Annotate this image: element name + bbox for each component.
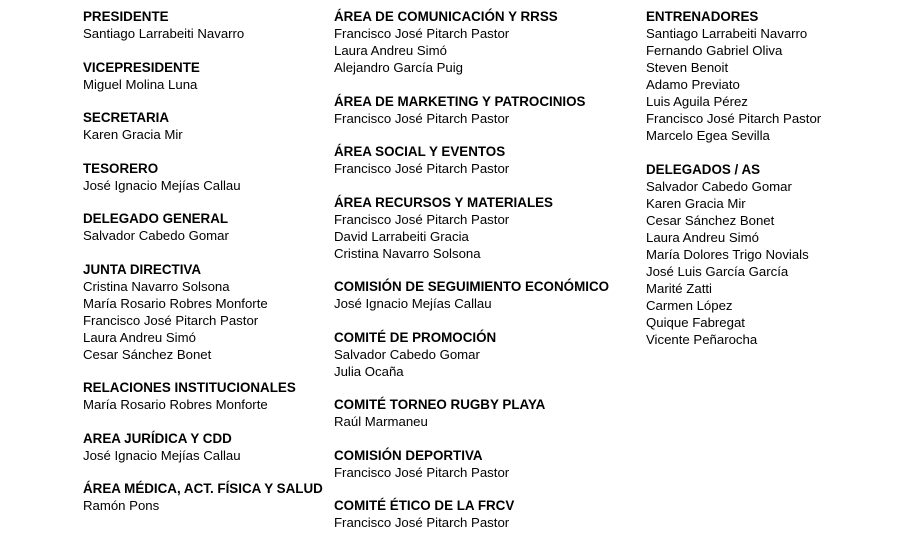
member-name: Santiago Larrabeiti Navarro [646,26,808,41]
role-section [83,480,328,514]
member-name: Steven Benoit [646,60,729,75]
section-title: COMITÉ ÉTICO DE LA FRCV [334,498,515,513]
member-name: José Ignacio Mejías Callau [83,447,241,463]
section-title: DELEGADOS / AS [646,161,761,177]
section-title: VICEPRESIDENTE [83,59,200,75]
member-name: Raúl Marmaneu [334,414,428,429]
column-right [646,8,906,364]
member-name: Francisco José Pitarch Pastor [334,110,510,126]
role-section [83,261,328,363]
member-name: Salvador Cabedo Gomar [646,178,792,194]
role-section [83,160,328,194]
section-title: ÁREA DE MARKETING Y PATROCINIOS [334,93,586,109]
member-name: Cristina Navarro Solsona [334,245,481,261]
member-name: Luis Aguila Pérez [646,94,748,109]
role-section [83,109,328,143]
role-section [83,210,328,244]
member-name: María Dolores Trigo Novials [646,246,809,262]
section-title: ÁREA DE COMUNICACIÓN Y RRSS [334,9,558,24]
member-name: Vicente Peñarocha [646,331,758,347]
member-name: Francisco José Pitarch Pastor [83,312,259,328]
member-name: Julia Ocaña [334,363,404,379]
role-section [334,143,634,177]
member-name: David Larrabeiti Gracia [334,228,469,244]
member-name: Santiago Larrabeiti Navarro [83,26,245,41]
member-name: Marcelo Egea Sevilla [646,128,770,143]
section-title: ÁREA RECURSOS Y MATERIALES [334,194,553,210]
section-title: COMITÉ TORNEO RUGBY PLAYA [334,397,546,412]
role-section [646,161,906,348]
member-name: Cesar Sánchez Bonet [646,212,775,228]
role-section [334,447,634,481]
role-section [646,8,906,144]
member-name: María Rosario Robres Monforte [83,295,268,311]
role-section [334,396,634,430]
member-name: Ramón Pons [83,498,160,513]
member-name: Salvador Cabedo Gomar [83,228,229,243]
role-section [83,379,328,413]
member-name: María Rosario Robres Monforte [83,397,268,412]
member-name: Laura Andreu Simó [646,229,759,245]
member-name: Francisco José Pitarch Pastor [334,464,510,480]
role-section [334,194,634,262]
member-name: Adamo Previato [646,77,740,92]
section-title: ÁREA SOCIAL Y EVENTOS [334,144,506,159]
member-name: Francisco José Pitarch Pastor [646,111,822,126]
member-name: Laura Andreu Simó [334,43,447,58]
role-section [334,329,634,380]
role-section [83,8,328,42]
section-title: JUNTA DIRECTIVA [83,261,202,277]
member-name: Alejandro García Puig [334,60,464,75]
member-name: José Ignacio Mejías Callau [334,296,492,311]
role-section [334,278,634,312]
section-title: COMITÉ DE PROMOCIÓN [334,329,497,345]
member-name: Miguel Molina Luna [83,76,198,92]
role-section [83,430,328,464]
role-section [83,59,328,93]
section-title: COMISIÓN DEPORTIVA [334,447,483,463]
section-title: DELEGADO GENERAL [83,211,229,226]
role-section [334,93,634,127]
section-title: COMISIÓN DE SEGUIMIENTO ECONÓMICO [334,279,610,294]
member-name: Quique Fabregat [646,314,745,330]
member-name: Cesar Sánchez Bonet [83,346,212,362]
section-title: SECRETARIA [83,110,170,125]
column-middle [334,8,634,548]
member-name: Carmen López [646,297,733,313]
member-name: Karen Gracia Mir [83,127,183,142]
member-name: Karen Gracia Mir [646,195,746,211]
member-name: Francisco José Pitarch Pastor [334,211,510,227]
section-title: RELACIONES INSTITUCIONALES [83,380,296,395]
member-name: Francisco José Pitarch Pastor [334,161,510,176]
member-name: Laura Andreu Simó [83,329,196,345]
member-name: Cristina Navarro Solsona [83,278,230,294]
member-name: Francisco José Pitarch Pastor [334,515,510,530]
member-name: Fernando Gabriel Oliva [646,43,783,58]
column-left [83,8,328,531]
section-title: PRESIDENTE [83,9,169,24]
section-title: ENTRENADORES [646,9,759,24]
member-name: José Ignacio Mejías Callau [83,177,241,193]
member-name: Salvador Cabedo Gomar [334,346,480,362]
member-name: Francisco José Pitarch Pastor [334,26,510,41]
member-name: José Luis García García [646,263,789,279]
member-name: Marité Zatti [646,280,712,296]
section-title: ÁREA MÉDICA, ACT. FÍSICA Y SALUD [83,481,323,496]
role-section [334,497,634,531]
section-title: AREA JURÍDICA Y CDD [83,430,232,446]
section-title: TESORERO [83,160,159,176]
role-section [334,8,634,76]
